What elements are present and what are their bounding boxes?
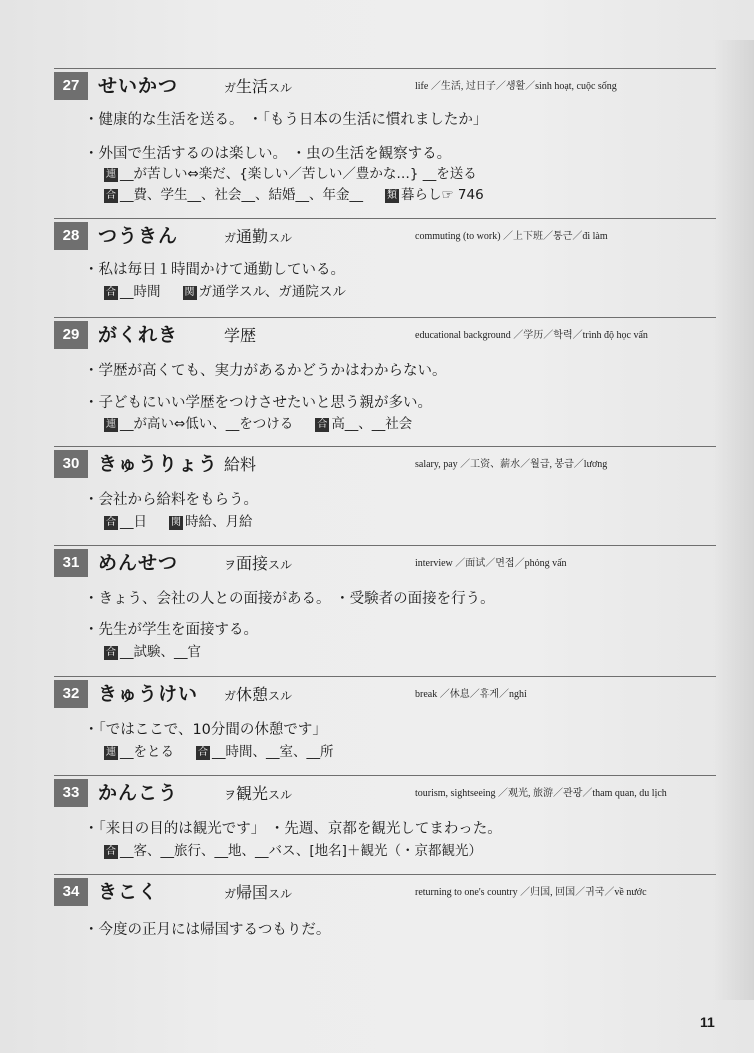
entry-header bbox=[54, 72, 716, 102]
compound-note bbox=[104, 512, 253, 532]
entry-reading: きこく bbox=[98, 881, 159, 903]
word-kanji: 帰国 bbox=[236, 883, 269, 902]
note-badge: 連 bbox=[106, 419, 116, 430]
note-badge: 合 bbox=[106, 846, 116, 857]
note-badge: 関 bbox=[184, 287, 195, 298]
entry-translations: salary, pay ／工资、薪水／월급, 봉급／lương bbox=[415, 459, 608, 470]
entry-number-badge: 32 bbox=[54, 680, 88, 708]
entry-translations: life ／生活, 过日子／생활／sinh hoạt, cuộc sống bbox=[415, 81, 617, 92]
entry-divider bbox=[54, 317, 716, 318]
entry-word bbox=[224, 323, 256, 350]
entry-header bbox=[54, 779, 716, 809]
word-suffix: スル bbox=[268, 887, 293, 901]
note-badge: 関 bbox=[171, 517, 181, 528]
word-suffix: スル bbox=[268, 81, 293, 95]
example-sentence: ・「来日の目的は観光です」 ・先週、京都を観光してまわった。 bbox=[84, 821, 502, 837]
word-kanji: 面接 bbox=[236, 554, 269, 573]
entry-translations: educational background ／学历／학력／trình độ học vấn bbox=[415, 330, 648, 341]
entry-word bbox=[224, 781, 292, 808]
note-text: 時給、月給 bbox=[185, 514, 253, 530]
example-sentence: ・「ではここで、10分間の休憩です」 bbox=[84, 722, 327, 738]
entry-reading: きゅうりょう bbox=[98, 453, 219, 475]
example-sentence: ・先生が学生を面接する。 bbox=[84, 622, 258, 638]
word-prefix: ヲ bbox=[224, 558, 237, 572]
word-prefix: ヲ bbox=[224, 788, 237, 802]
entry-header bbox=[54, 680, 716, 710]
collocation-note bbox=[104, 414, 412, 434]
entry-reading: せいかつ bbox=[98, 75, 179, 97]
compound-note bbox=[104, 282, 346, 302]
note-badge: 合 bbox=[317, 419, 328, 430]
entry-reading: かんこう bbox=[98, 782, 179, 804]
entry-divider bbox=[54, 874, 716, 875]
note-badge: 合 bbox=[106, 647, 116, 658]
entry-translations: break ／休息／휴게／nghỉ bbox=[415, 689, 527, 700]
entry-reading: きゅうけい bbox=[98, 683, 199, 705]
word-kanji: 観光 bbox=[236, 784, 269, 803]
example-sentence: ・健康的な生活を送る。 ・「もう日本の生活に慣れましたか」 bbox=[84, 112, 488, 128]
note-text: 暮らし☞ 746 bbox=[401, 187, 484, 203]
entry-divider bbox=[54, 446, 716, 447]
word-prefix: ガ bbox=[224, 887, 237, 901]
entry-header bbox=[54, 222, 716, 252]
entry-translations: commuting (to work) ／上下班／통근／đi làm bbox=[415, 231, 608, 242]
example-sentence: ・きょう、会社の人との面接がある。 ・受験者の面接を行う。 bbox=[84, 591, 495, 607]
word-suffix: スル bbox=[268, 788, 293, 802]
entry-translations: returning to one's country ／归国, 回国／귀국／về nước bbox=[415, 887, 647, 898]
note-text: __をとる bbox=[120, 744, 174, 760]
note-text: __が高い⇔低い、__をつける bbox=[120, 416, 294, 432]
example-sentence: ・会社から給料をもらう。 bbox=[84, 492, 258, 508]
entry-header bbox=[54, 549, 716, 579]
page-number: 11 bbox=[700, 1014, 715, 1030]
entry-word bbox=[224, 452, 256, 479]
word-prefix: ガ bbox=[224, 81, 237, 95]
entry-word bbox=[224, 880, 292, 907]
word-prefix: ガ bbox=[224, 231, 237, 245]
compound-note bbox=[104, 841, 482, 861]
entry-divider bbox=[54, 545, 716, 546]
note-badge: 連 bbox=[106, 169, 116, 180]
example-sentence: ・子どもにいい学歴をつけさせたいと思う親が多い。 bbox=[84, 395, 432, 411]
example-sentence: ・今度の正月には帰国するつもりだ。 bbox=[84, 922, 331, 938]
entry-word bbox=[224, 74, 292, 101]
note-text: 高__、__社会 bbox=[331, 416, 413, 432]
entry-reading: がくれき bbox=[98, 324, 179, 346]
word-kanji: 生活 bbox=[236, 77, 269, 96]
entry-translations: interview ／面试／면접／phỏng vấn bbox=[415, 558, 567, 569]
word-kanji: 学歴 bbox=[224, 326, 257, 345]
entry-number-badge: 34 bbox=[54, 878, 88, 906]
word-kanji: 給料 bbox=[224, 455, 257, 474]
example-sentence: ・外国で生活するのは楽しい。 ・虫の生活を観察する。 bbox=[84, 146, 452, 162]
entry-header bbox=[54, 878, 716, 908]
word-suffix: スル bbox=[268, 558, 293, 572]
word-kanji: 休憩 bbox=[236, 685, 269, 704]
entry-divider bbox=[54, 676, 716, 677]
entry-word bbox=[224, 682, 292, 709]
note-text: __時間、__室、__所 bbox=[212, 744, 334, 760]
example-sentence: ・私は毎日１時間かけて通勤している。 bbox=[84, 262, 345, 278]
note-badge: 合 bbox=[198, 747, 208, 758]
note-badge: 連 bbox=[106, 747, 116, 758]
collocation-note bbox=[104, 742, 334, 762]
entry-number-badge: 30 bbox=[54, 450, 88, 478]
note-text: __が苦しい⇔楽だ、{楽しい／苦しい／豊かな…} __を送る bbox=[120, 166, 477, 182]
example-sentence: ・学歴が高くても、実力があるかどうかはわからない。 bbox=[84, 363, 447, 379]
entry-reading: めんせつ bbox=[98, 552, 179, 574]
entry-word bbox=[224, 551, 292, 578]
word-suffix: スル bbox=[268, 689, 293, 703]
note-text: __時間 bbox=[120, 284, 161, 300]
note-badge: 合 bbox=[106, 517, 116, 528]
entry-number-badge: 28 bbox=[54, 222, 88, 250]
entry-number-badge: 33 bbox=[54, 779, 88, 807]
compound-note bbox=[104, 185, 484, 205]
entry-translations: tourism, sightseeing ／观光, 旅游／관광／tham quan, du lịch bbox=[415, 788, 667, 799]
note-text: ガ通学スル、ガ通院スル bbox=[198, 284, 346, 300]
entry-header bbox=[54, 450, 716, 480]
note-text: __日 bbox=[120, 514, 147, 530]
word-suffix: スル bbox=[268, 231, 293, 245]
note-text: __試験、__官 bbox=[120, 644, 201, 660]
entry-reading: つうきん bbox=[98, 225, 179, 247]
entry-number-badge: 31 bbox=[54, 549, 88, 577]
word-prefix: ガ bbox=[224, 689, 237, 703]
note-badge: 合 bbox=[106, 190, 116, 201]
note-badge: 合 bbox=[106, 287, 116, 298]
entry-header bbox=[54, 321, 716, 351]
note-text: __費、学生__、社会__、結婚__、年金__ bbox=[120, 187, 363, 203]
entry-divider bbox=[54, 68, 716, 69]
entry-word bbox=[224, 224, 292, 251]
page-edge-shadow bbox=[714, 40, 754, 1000]
entry-number-badge: 29 bbox=[54, 321, 88, 349]
note-text: __客、__旅行、__地、__バス、[地名]＋観光（・京都観光） bbox=[120, 843, 482, 859]
note-badge: 類 bbox=[387, 190, 397, 201]
entry-number-badge: 27 bbox=[54, 72, 88, 100]
collocation-note bbox=[104, 164, 477, 184]
entry-divider bbox=[54, 775, 716, 776]
word-kanji: 通勤 bbox=[236, 227, 269, 246]
compound-note bbox=[104, 642, 201, 662]
entry-divider bbox=[54, 218, 716, 219]
